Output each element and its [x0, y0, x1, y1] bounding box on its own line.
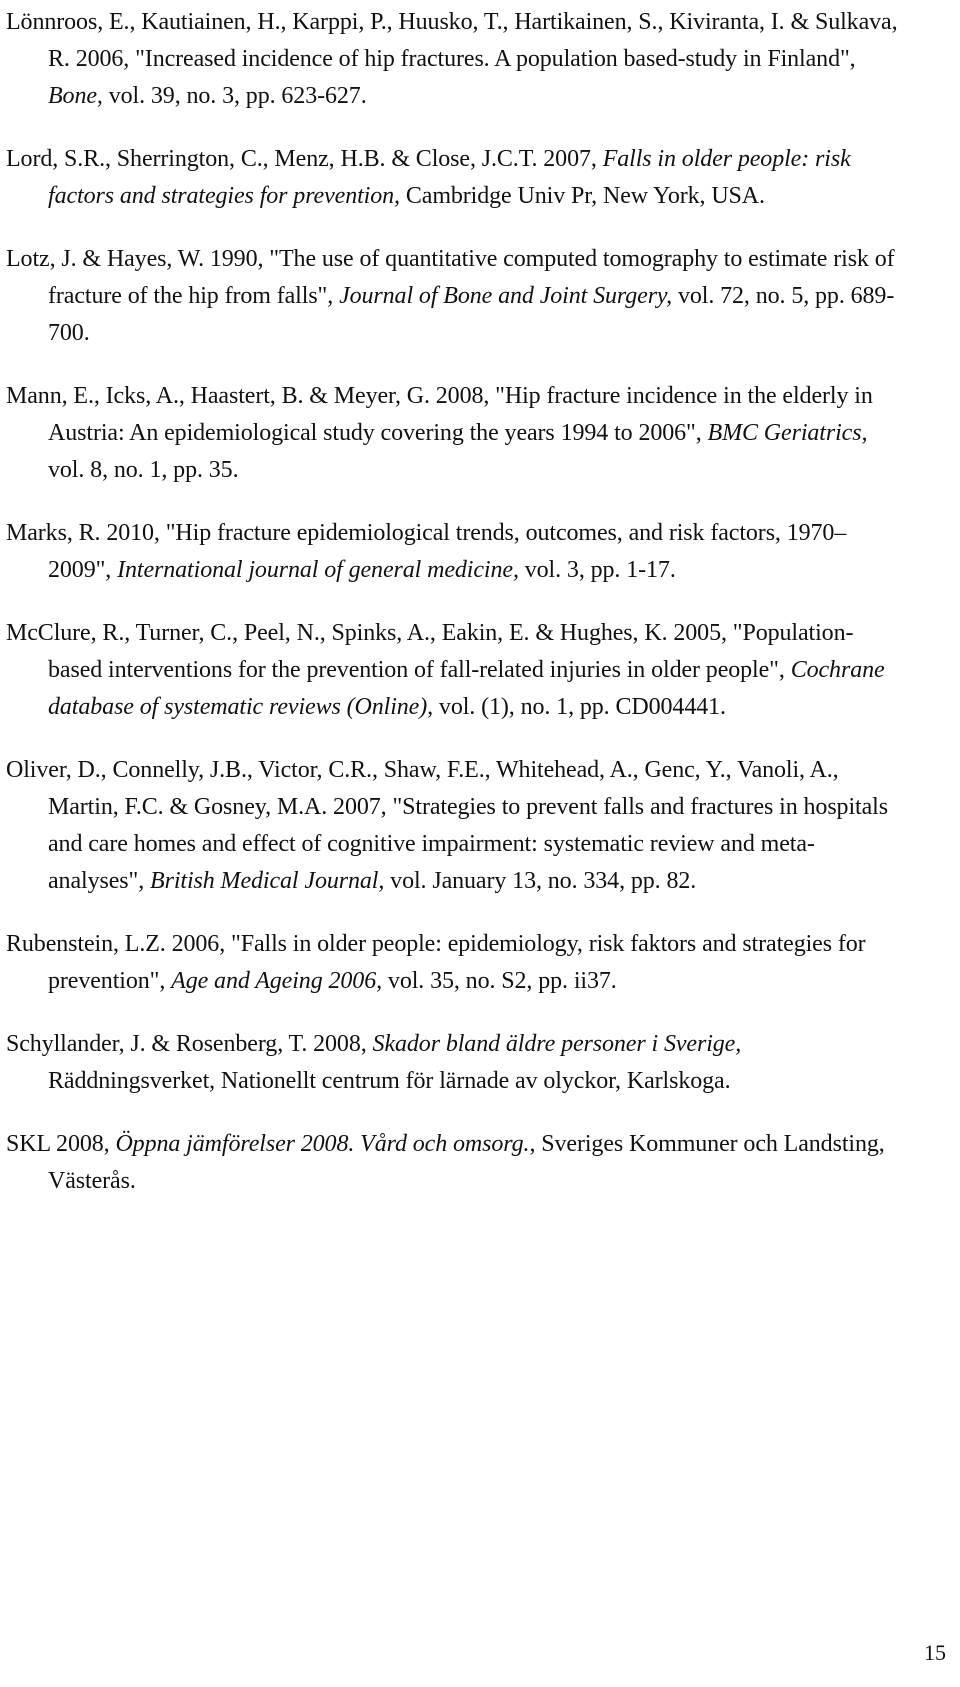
reference-text: Rubenstein, L.Z. 2006, "Falls in older people: epidemiology, risk faktors and strategies for prevention", [6, 931, 866, 994]
reference-details: Cambridge Univ Pr, New York, USA. [399, 183, 765, 209]
reference-details: vol. 35, no. S2, pp. ii37. [382, 968, 617, 994]
reference-entry [6, 515, 906, 589]
reference-entry [6, 752, 906, 900]
reference-source-title: Cochrane database of systematic reviews (Online), [48, 657, 885, 720]
reference-entry [6, 926, 906, 1000]
reference-entry [6, 1026, 906, 1100]
reference-details: vol. 8, no. 1, pp. 35. [48, 457, 239, 483]
reference-source-title: International journal of general medicine, [117, 557, 519, 583]
reference-details: , Sveriges Kommuner och Landsting, Västerås. [48, 1131, 885, 1194]
reference-source-title: British Medical Journal, [150, 868, 385, 894]
reference-details: vol. 3, pp. 1-17. [518, 557, 676, 583]
reference-details: vol. January 13, no. 334, pp. 82. [384, 868, 697, 894]
reference-text: Lord, S.R., Sherrington, C., Menz, H.B. & Close, J.C.T. 2007, [6, 146, 603, 172]
reference-text: McClure, R., Turner, C., Peel, N., Spinks, A., Eakin, E. & Hughes, K. 2005, "Population-based interventions for the prevention of fall-related injuries in older people", [6, 620, 854, 683]
reference-source-title: Bone, [48, 83, 103, 109]
reference-text: Schyllander, J. & Rosenberg, T. 2008, [6, 1031, 373, 1057]
reference-entry [6, 615, 906, 726]
reference-source-title: Age and Ageing 2006, [171, 968, 383, 994]
reference-details: vol. (1), no. 1, pp. CD004441. [433, 694, 726, 720]
reference-source-title: Öppna jämförelser 2008. Vård och omsorg. [115, 1131, 530, 1157]
reference-entry [6, 241, 906, 352]
reference-source-title: BMC Geriatrics, [707, 420, 868, 446]
reference-source-title: Journal of Bone and Joint Surgery, [339, 283, 673, 309]
reference-text: Lönnroos, E., Kautiainen, H., Karppi, P., Huusko, T., Hartikainen, S., Kiviranta, I. & Sulkava, R. 2006, "Increased incidence of hip fractures. A population based-study in Finland", [6, 9, 898, 72]
reference-text: Marks, R. 2010, "Hip fracture epidemiological trends, outcomes, and risk factors, 1970–2009", [6, 520, 847, 583]
reference-entry [6, 4, 906, 115]
reference-details: vol. 72, no. 5, pp. 689-700. [48, 283, 895, 346]
reference-source-title: Falls in older people: risk factors and strategies for prevention, [48, 146, 851, 209]
reference-entry [6, 1126, 906, 1200]
reference-text: Oliver, D., Connelly, J.B., Victor, C.R., Shaw, F.E., Whitehead, A., Genc, Y., Vanoli, A., Martin, F.C. & Gosney, M.A. 2007, "Strategies to prevent falls and fractures in hospitals and care homes and effect of cognitive impairment: systematic review and meta-analyses", [6, 757, 888, 894]
reference-list [6, 4, 906, 1226]
reference-details: vol. 39, no. 3, pp. 623-627. [102, 83, 367, 109]
reference-entry [6, 141, 906, 215]
reference-details: Räddningsverket, Nationellt centrum för lärnade av olyckor, Karlskoga. [48, 1068, 731, 1094]
reference-text: Mann, E., Icks, A., Haastert, B. & Meyer, G. 2008, "Hip fracture incidence in the elderly in Austria: An epidemiological study covering the years 1994 to 2006", [6, 383, 873, 446]
reference-text: SKL 2008, [6, 1131, 116, 1157]
page-number: 15 [924, 1640, 946, 1665]
reference-entry [6, 378, 906, 489]
reference-text: Lotz, J. & Hayes, W. 1990, "The use of quantitative computed tomography to estimate risk of fracture of the hip from falls", [6, 246, 895, 309]
reference-source-title: Skador bland äldre personer i Sverige, [372, 1031, 742, 1057]
